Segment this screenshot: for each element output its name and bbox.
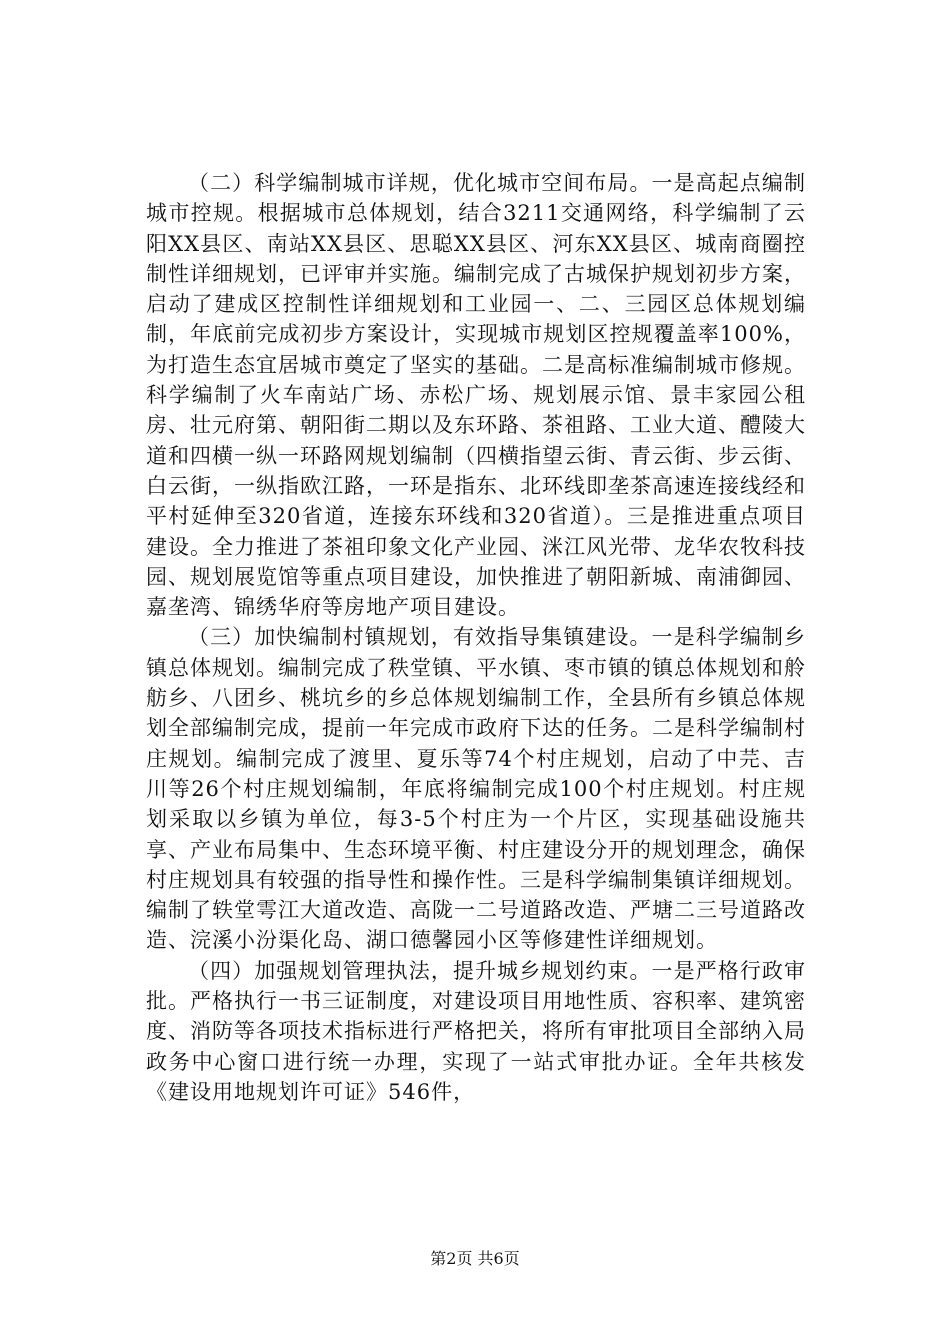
paragraph-section-4: （四）加强规划管理执法，提升城乡规划约束。一是严格行政审批。严格执行一书三证制度，对建设项目用地性质、容积率、建筑密度、消防等各项技术指标进行严格把关，将所有审批项目全部纳入局政务中心窗口进行统一办理，实现了一站式审批办证。全年共核发《建设用地规划许可证》546件，	[146, 958, 806, 1104]
document-body	[146, 168, 806, 1107]
paragraph-section-3: （三）加快编制村镇规划，有效指导集镇建设。一是科学编制乡镇总体规划。编制完成了秩堂镇、平水镇、枣市镇的镇总体规划和舲舫乡、八团乡、桃坑乡的乡总体规划编制工作，全县所有乡镇总体规划全部编制完成，提前一年完成市政府下达的任务。二是科学编制村庄规划。编制完成了渡里、夏乐等74个村庄规划，启动了中芫、吉川等26个村庄规划编制，年底将编制完成100个村庄规划。村庄规划采取以乡镇为单位，每3-5个村庄为一个片区，实现基础设施共享、产业布局集中、生态环境平衡、村庄建设分开的规划理念，确保村庄规划具有较强的指导性和操作性。三是科学编制集镇详细规划。编制了轶堂雩江大道改造、高陇一二号道路改造、严塘二三号道路改造、浣溪小汾渠化岛、湖口德馨园小区等修建性详细规划。	[146, 625, 806, 953]
page-number-footer: 第2页 共6页	[430, 1249, 520, 1268]
paragraph-section-2: （二）科学编制城市详规，优化城市空间布局。一是高起点编制城市控规。根据城市总体规划，结合3211交通网络，科学编制了云阳XX县区、南站XX县区、思聪XX县区、河东XX县区、城南商圈控制性详细规划，已评审并实施。编制完成了古城保护规划初步方案，启动了建成区控制性详细规划和工业园一、二、三园区总体规划编制，年底前完成初步方案设计，实现城市规划区控规覆盖率100%，为打造生态宜居城市奠定了坚实的基础。二是高标准编制城市修规。科学编制了火车南站广场、赤松广场、规划展示馆、景丰家园公租房、壮元府第、朝阳街二期以及东环路、茶祖路、工业大道、醴陵大道和四横一纵一环路网规划编制（四横指望云街、青云街、步云街、白云街，一纵指欧江路，一环是指东、北环线即垄茶高速连接线经和平村延伸至320省道，连接东环线和320省道）。三是推进重点项目建设。全力推进了茶祖印象文化产业园、洣江风光带、龙华农牧科技园、规划展览馆等重点项目建设，加快推进了朝阳新城、南浦御园、嘉垄湾、锦绣华府等房地产项目建设。	[146, 171, 806, 620]
